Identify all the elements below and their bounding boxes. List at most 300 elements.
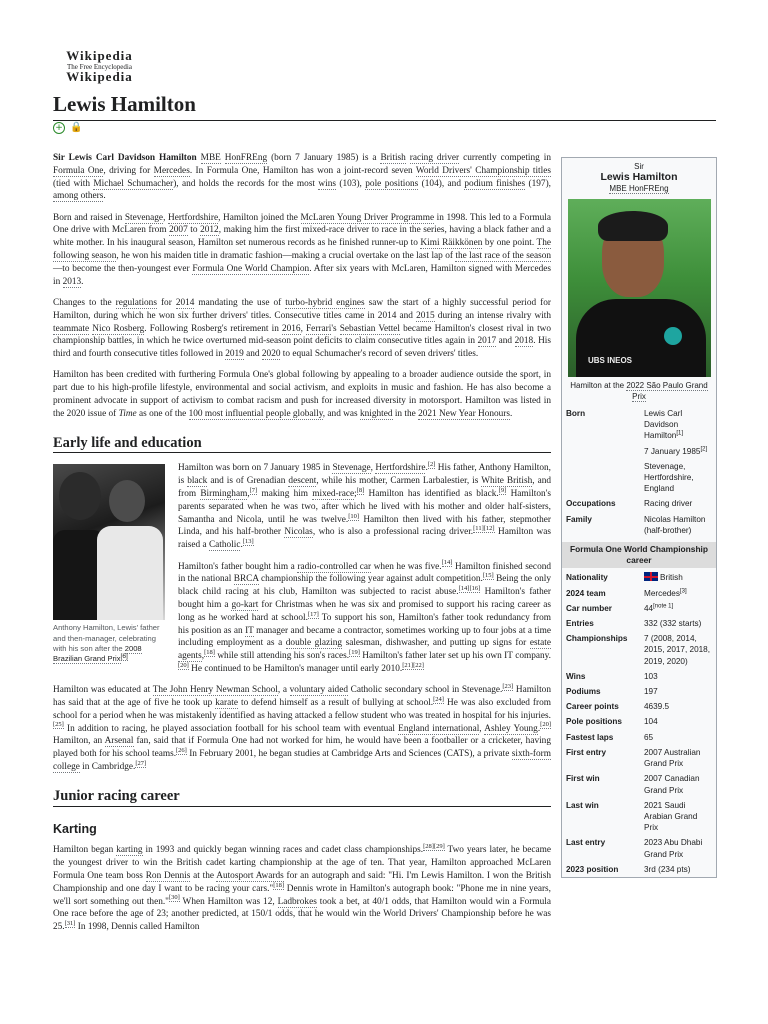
infobox-row (562, 835, 716, 861)
text: fan, said that if Formula One had not worked for him, he would have been a footballer or a cricketer, having played both for his school teams. (53, 736, 551, 760)
text: while still attending his son's races. (214, 651, 350, 662)
text: to equal Schumacher's record of seven drivers' titles. (280, 349, 479, 360)
text: . Following Rosberg's retirement in (144, 323, 282, 334)
citation-link[interactable]: [24] (433, 695, 444, 703)
infobox-label: Last entry (566, 838, 606, 848)
logo-wordmark-secondary: Wikipedia (66, 69, 133, 84)
inline-link[interactable]: wins (318, 178, 336, 189)
text: , (163, 212, 168, 223)
text: (104), and (418, 178, 465, 189)
infobox-label: 2023 position (566, 864, 619, 874)
infobox-value (644, 633, 712, 667)
inline-link[interactable]: Autosport Awards (216, 870, 284, 881)
paragraph (53, 212, 551, 289)
text: in the (392, 408, 419, 419)
inline-link[interactable]: Sebastian Vettel (339, 323, 400, 334)
post-nominals-link[interactable]: MBE HonFREng (609, 184, 669, 194)
infobox-row (562, 406, 716, 444)
citation-ref[interactable] (348, 513, 359, 521)
infobox-label: Family (566, 514, 592, 524)
text: —to become the then-youngest ever (53, 263, 193, 274)
infobox-row (562, 771, 716, 797)
inline-link[interactable]: IT (245, 625, 254, 636)
figure-father-son (53, 464, 169, 664)
citation-ref[interactable] (423, 843, 445, 851)
lead-section (53, 152, 551, 421)
inline-link[interactable]: the last race of the season (455, 251, 551, 262)
inline-link[interactable]: Ferrari (306, 323, 332, 334)
infobox-label: Born (566, 409, 586, 419)
citation-ref[interactable] (121, 653, 128, 661)
citation-link[interactable]: [9] (498, 486, 507, 494)
infobox-value (644, 618, 712, 629)
inline-link[interactable]: 2017 (477, 336, 497, 347)
citation-link[interactable]: [17] (307, 610, 319, 618)
infobox-value (644, 837, 712, 859)
inline-link[interactable]: Nico Rosberg (92, 323, 145, 334)
inline-link[interactable]: 2014 (175, 297, 195, 308)
text: Hamilton's father later set up his own IT company. (359, 651, 551, 662)
infobox-row (562, 745, 716, 771)
citation-link[interactable]: [20] (540, 721, 551, 729)
inline-link[interactable]: 2007 (169, 225, 188, 236)
citation-link[interactable]: [6] (120, 652, 128, 660)
infobox-value (644, 671, 712, 682)
citation-link[interactable]: [8] (356, 486, 365, 494)
text: . (81, 276, 84, 287)
citation-link[interactable]: [31] (64, 920, 76, 928)
citation-link[interactable]: [7] (249, 486, 258, 494)
infobox-value-text: 2007 Canadian Grand Prix (644, 774, 700, 795)
citation-link[interactable]: [20] (178, 661, 189, 669)
infobox-label: Fastest laps (566, 732, 614, 742)
inline-link[interactable]: among others (53, 191, 104, 202)
citation-ref[interactable] (473, 525, 494, 533)
inline-link[interactable]: Mercedes (153, 165, 190, 176)
paragraph (53, 152, 551, 203)
citation-ref[interactable] (540, 721, 551, 729)
infobox-section-title: Formula One World Championship career (562, 542, 716, 568)
text: in 1993 and quickly began winning races and cadet class championships. (142, 845, 424, 856)
inline-link[interactable]: 2016 (281, 323, 301, 334)
inline-link[interactable]: Formula One (53, 165, 104, 176)
text: ), and holds the records for the most (173, 178, 319, 189)
inline-link[interactable]: 2008 Brazilian Grand Prix (53, 643, 142, 664)
inline-link[interactable]: Ladbrokes (277, 896, 317, 907)
infobox-value (644, 514, 712, 536)
infobox-value-text: 197 (644, 687, 658, 697)
citation-link[interactable]: [14] (441, 559, 453, 567)
uk-flag-icon (644, 572, 658, 581)
inline-link[interactable]: White British (481, 476, 533, 487)
inline-link[interactable]: McLaren Young Driver Programme (300, 212, 435, 223)
inline-link[interactable]: Michael Schumacher (93, 178, 174, 189)
text: Hamilton's parents separated when he was two, after which he lived with his mother and older half-sisters, Samantha and Nicola, until he was twelve. (178, 489, 551, 525)
citation-ref[interactable] (204, 649, 215, 657)
citation-link[interactable]: [25] (53, 721, 64, 729)
inline-link[interactable]: turbo-hybrid engines (285, 297, 365, 308)
text: , Hamilton joined the (218, 212, 301, 223)
caption-link-sao-paulo-gp[interactable]: 2022 São Paulo Grand Prix (626, 380, 708, 401)
infobox-row (562, 616, 716, 631)
text: for an autograph and said: "Hi. I'm Lewis Hamilton. I won the British Championship and one day I want to be racing your cars." (53, 870, 552, 894)
text: Hamilton has identified as black. (364, 489, 499, 500)
inline-link[interactable]: knighted (359, 408, 393, 419)
citation-link[interactable]: [30] (168, 894, 180, 902)
text: Hamilton was raised a (178, 527, 551, 551)
text: championship the following year against adult competition. (258, 574, 483, 585)
inline-link[interactable]: 2021 New Year Honours (418, 408, 511, 419)
text: Hamilton began (53, 845, 117, 856)
text: To support his son, Hamilton's father took redundancy from his position as an (178, 612, 552, 636)
text: (197), (525, 178, 551, 189)
text: . His third and fourth consecutive titles followed in (53, 336, 551, 360)
inline-link[interactable]: Ron Dennis (145, 870, 191, 881)
inline-link[interactable]: go-kart (231, 599, 259, 610)
article-body (53, 152, 551, 942)
infobox-label: Car number (566, 603, 612, 613)
infobox-value-text: 2023 Abu Dhabi Grand Prix (644, 838, 703, 859)
text: . (510, 408, 513, 419)
inline-link[interactable]: 2013 (62, 276, 82, 287)
infobox-value-text: 7 (2008, 2014, 2015, 2017, 2018, 2019, 2020) (644, 634, 711, 666)
citation-link[interactable]: [19] (349, 649, 360, 656)
inline-link[interactable]: Formula One World Champion (192, 263, 310, 274)
text: , (479, 723, 485, 734)
text: In 1998, Dennis called Hamilton (75, 922, 200, 933)
inline-link[interactable]: 2015 (416, 310, 435, 321)
infobox-personal-rows (562, 406, 716, 538)
subsection-heading-karting: Karting (53, 821, 97, 836)
text: mandating the use of (194, 297, 286, 308)
text: for Christmas when he was six and promised to support his racing career as long as he worked hard at school. (178, 599, 551, 623)
inline-link[interactable]: racing driver (409, 153, 460, 163)
logo-tagline: The Free Encyclopedia (67, 63, 132, 71)
infobox-value-text: British (660, 573, 683, 583)
infobox-label: Wins (566, 671, 586, 681)
text: Hamilton's father bought him a (178, 561, 298, 572)
infobox-value (644, 461, 712, 495)
inline-link[interactable]: mixed-race (312, 489, 355, 500)
citation-ref[interactable] (273, 882, 284, 890)
inline-link[interactable]: double glazing (285, 638, 343, 649)
citation-ref[interactable] (243, 538, 254, 546)
text: His father, Anthony Hamilton, is (178, 463, 551, 487)
text: Hamilton, an (53, 736, 105, 747)
text: , and from (178, 476, 551, 500)
infobox-value-text: 3rd (234 pts) (644, 864, 691, 874)
paragraph (53, 684, 551, 774)
logo-wordmark: Wikipedia (66, 48, 133, 63)
citation-link[interactable]: [2] (427, 461, 436, 469)
infobox-name: Lewis Hamilton (600, 171, 678, 184)
text: . (103, 191, 106, 202)
inline-link[interactable]: World Drivers' Championship titles (415, 165, 551, 176)
infobox-value-text: Lewis Carl Davidson Hamilton (644, 409, 683, 441)
inline-link[interactable]: The following season (53, 238, 551, 262)
citation-link[interactable]: [15] (482, 572, 494, 580)
citation-ref[interactable] (308, 611, 319, 619)
infobox-value-text: 65 (644, 732, 654, 742)
citation-link[interactable]: [21][22] (402, 661, 424, 669)
citation-link[interactable]: [28][29] (423, 843, 445, 851)
inline-link[interactable]: MBE (200, 153, 221, 163)
infobox-value-text: 4639.5 (644, 702, 670, 712)
infobox-row (562, 730, 716, 745)
citation-link[interactable]: [14][16] (458, 585, 481, 593)
text: Changes to the (53, 297, 116, 308)
inline-link[interactable]: voluntary aided (289, 685, 348, 696)
inline-link[interactable]: teammate (53, 323, 90, 334)
infobox-value (644, 603, 712, 614)
infobox-row (562, 699, 716, 714)
infobox-value (644, 686, 712, 697)
paragraph (53, 844, 551, 934)
infobox-value (644, 408, 712, 442)
text: When Hamilton was 12, (179, 896, 278, 907)
paragraph (53, 369, 551, 420)
text: , driving for (103, 165, 154, 176)
infobox-value-text: 103 (644, 671, 658, 681)
citation-link[interactable]: [10] (348, 512, 360, 520)
citation-link[interactable]: [13] (242, 538, 254, 546)
text: and (496, 336, 515, 347)
infobox-value (644, 446, 712, 457)
article-status-icons (53, 122, 82, 134)
text: Hamilton was born on 7 January 1985 in (178, 463, 333, 474)
citation-ref[interactable] (65, 920, 76, 928)
infobox-value (644, 732, 712, 743)
text: in Cambridge. (79, 761, 136, 772)
infobox-row (562, 444, 716, 459)
citation-ref[interactable] (442, 559, 453, 567)
infobox-value-text: 7 January 1985 (644, 446, 701, 456)
karting-section (53, 844, 551, 934)
text: , making him the first mixed-race driver to race in the series, having a black father and a white mother. In his inaugural season, Hamilton set numerous records as he finished runner-up to (53, 225, 551, 249)
inline-link[interactable]: British (380, 153, 406, 163)
inline-link[interactable]: Catholic (208, 540, 241, 551)
inline-link[interactable]: 2018 (514, 336, 534, 347)
text: Hamilton finished second in the national (178, 561, 552, 585)
infobox-row (562, 684, 716, 699)
inline-link[interactable]: BRCA (233, 574, 259, 585)
italic-text: Time (118, 408, 137, 419)
text: during an intense rivalry with (434, 310, 552, 321)
citation-ref[interactable] (169, 894, 180, 902)
citation-ref[interactable] (135, 760, 146, 768)
citation-ref[interactable] (176, 747, 187, 755)
inline-link[interactable]: podium finishes (464, 178, 526, 189)
text: He continued to be Hamilton's manager until early 2010. (188, 663, 403, 674)
text: to defend himself as a result of bullying at school. (237, 697, 434, 708)
infobox-row (562, 496, 716, 511)
inline-link[interactable]: England international (398, 723, 480, 734)
infobox-value (644, 747, 712, 769)
text: . After six years with McLaren, Hamilton signed with Mercedes in (53, 263, 551, 287)
infobox-value-text: Racing driver (644, 499, 693, 509)
inline-link[interactable]: estate agents (178, 638, 551, 662)
infobox-value (644, 864, 712, 875)
infobox-label: 2024 team (566, 588, 606, 598)
citation-ref[interactable] (459, 585, 481, 593)
infobox-value-text: 104 (644, 717, 658, 727)
text: (103), (336, 178, 366, 189)
text: as one of the (136, 408, 189, 419)
infobox-label: Occupations (566, 499, 616, 509)
citation-link[interactable]: [18] (204, 649, 215, 656)
citation-ref[interactable] (178, 662, 189, 670)
inline-link[interactable]: Nicolas (284, 527, 313, 538)
inline-link[interactable]: Arsenal (104, 736, 134, 747)
text: at the (190, 870, 217, 881)
inline-link[interactable]: pole positions (365, 178, 419, 189)
inline-link[interactable]: The John Henry Newman School (152, 685, 278, 696)
text: , a (277, 685, 290, 696)
inline-link[interactable]: 2012 (200, 225, 219, 236)
inline-link[interactable]: Hertfordshire (375, 463, 426, 474)
inline-link[interactable]: Kimi Räikkönen (420, 238, 483, 249)
inline-link[interactable]: 100 most influential people globally (188, 408, 323, 419)
citation-link[interactable]: [23] (502, 683, 514, 691)
infobox-value-text: Nicolas Hamilton (half-brother) (644, 514, 706, 535)
plus-circle-icon[interactable]: + (53, 122, 65, 134)
inline-link[interactable]: radio-controlled car (297, 561, 372, 572)
text: Anthony Hamilton, Lewis' father and then-manager, celebrating with his son after the (53, 623, 160, 653)
text: , (201, 651, 205, 662)
citation-ref[interactable]: [2] (700, 445, 708, 452)
infobox-row (562, 862, 716, 877)
text: Born and raised in (53, 212, 125, 223)
citation-ref[interactable] (483, 572, 494, 580)
infobox-row (562, 570, 716, 585)
text: Hamilton was educated at (53, 685, 153, 696)
text: 's (331, 323, 340, 334)
text: , and was (322, 408, 360, 419)
text: . (537, 723, 541, 734)
inline-link[interactable]: karting (116, 845, 143, 856)
inline-link[interactable]: 2019 (225, 349, 244, 360)
text: He was also excluded from school for a period when he was mistakenly identified as having attacked a fellow student who was treated in hospital for his injuries. (53, 697, 551, 721)
infobox-label: Last win (566, 800, 599, 810)
section-heading-early-life: Early life and education (53, 437, 551, 454)
inline-link[interactable]: HonFREng (224, 153, 268, 163)
infobox-label: Podiums (566, 687, 601, 697)
text: Hamilton has said that at the age of five he took up (53, 685, 551, 708)
text: Being the only black child racing at his club, Hamilton was subjected to racist abuse. (178, 574, 551, 598)
photo-anthony-and-lewis[interactable] (53, 464, 165, 620)
text: , who is also a professional racing driver. (312, 527, 474, 538)
section-heading-junior: Junior racing career (53, 790, 551, 807)
text: when he was five. (371, 561, 442, 572)
infobox-label: Career points (566, 702, 619, 712)
text: and (243, 349, 262, 360)
text: currently competing in (459, 153, 551, 163)
paragraph (53, 297, 551, 361)
inline-link[interactable]: sixth-form college (53, 749, 551, 772)
photo-sponsor-text: UBS INEOS (588, 355, 633, 365)
text: became Hamilton's closest rival in two championship battles, in which he twice overturned mid-season point deficits to claim consecutive titles again in (53, 323, 552, 347)
bold-text: Sir Lewis Carl Davidson Hamilton (53, 153, 197, 163)
citation-link[interactable]: [18] (273, 881, 285, 889)
lock-icon[interactable]: 🔒 (70, 122, 83, 133)
infobox (561, 157, 717, 878)
citation-link[interactable]: [27] (135, 759, 147, 767)
inline-link[interactable]: Stevenage (124, 212, 164, 223)
text: , (370, 463, 376, 474)
infobox-row (562, 459, 716, 497)
infobox-label: First win (566, 774, 600, 784)
text: Hamilton then lived with his father, stepmother Linda, and his half-brother (178, 514, 551, 538)
text: . In Formula One, Hamilton has won a joint-record seven (189, 165, 416, 176)
inline-link[interactable]: regulations (115, 297, 157, 308)
text: Catholic secondary school in Stevenage. (347, 685, 503, 696)
text: (tied with (53, 178, 94, 189)
text: for (156, 297, 176, 308)
citation-ref[interactable] (502, 683, 513, 691)
infobox-row (562, 714, 716, 729)
infobox-career-rows (562, 570, 716, 876)
text: Two years later, he became the youngest driver to win the British cadet karting championship at the age of ten. That year, Hamilton approached McLaren Formula One team boss (53, 845, 551, 881)
text: , he won his maiden title in dramatic fashion—making a crucial overtake on the last lap of (116, 251, 456, 262)
citation-ref[interactable] (53, 721, 64, 729)
citation-ref[interactable]: [3] (679, 587, 687, 594)
text: ; (354, 489, 357, 500)
inline-link[interactable]: Hertfordshire (168, 212, 219, 223)
inline-link[interactable]: black (187, 476, 208, 487)
inline-link[interactable]: Birmingham (200, 489, 248, 500)
wikipedia-logo[interactable] (52, 48, 147, 85)
text: . (240, 540, 243, 551)
infobox-label: Entries (566, 619, 594, 629)
citation-link[interactable]: [26] (176, 747, 187, 755)
infobox-row (562, 601, 716, 616)
infobox-photo[interactable] (568, 199, 711, 377)
inline-link[interactable]: Ashley Young (484, 723, 538, 734)
inline-link[interactable]: karate (215, 697, 238, 708)
page-title: Lewis Hamilton (53, 92, 196, 116)
citation-ref[interactable] (349, 649, 360, 657)
inline-link[interactable]: descent (288, 476, 317, 487)
citation-link[interactable]: [11][12] (473, 525, 495, 533)
infobox-value (644, 716, 712, 727)
infobox-photo-caption: Hamilton at the 2022 São Paulo Grand Prix (570, 380, 708, 401)
infobox-row (562, 631, 716, 669)
infobox-label: First entry (566, 747, 607, 757)
infobox-value (644, 800, 712, 834)
citation-ref[interactable] (433, 696, 444, 704)
citation-ref[interactable] (402, 662, 424, 670)
infobox-value-text: 2007 Australian Grand Prix (644, 747, 701, 769)
text: , while his mother, Carmen Larbalestier, is (316, 476, 482, 487)
infobox-row (562, 798, 716, 836)
text: making him (257, 489, 313, 500)
citation-ref[interactable]: [1] (676, 430, 683, 437)
inline-link[interactable]: 2020 (261, 349, 281, 360)
text: by one point. (482, 238, 537, 249)
citation-ref[interactable]: [note 1] (653, 603, 674, 610)
infobox-row (562, 512, 716, 538)
text: Hamilton's father bought him a (178, 587, 551, 610)
inline-link[interactable]: Stevenage (332, 463, 371, 474)
text: manager and became a contractor, sometimes working up to four jobs at a time including employment as a (178, 625, 551, 649)
infobox-row (562, 586, 716, 601)
text: Dennis wrote in Hamilton's autograph book: "Phone me in nine years, we'll sort something out then." (53, 883, 551, 907)
infobox-value (644, 773, 712, 795)
text: took a bet, at 40/1 odds, that Hamilton would win a Formula One race before the age of 23; another predicted, at 150/1 odds, that he would win the World Drivers' Championship before he was 25. (53, 896, 551, 933)
infobox-value-text: Stevenage, Hertfordshire, England (644, 461, 694, 494)
infobox-value (644, 701, 712, 712)
figure-caption (53, 623, 169, 664)
